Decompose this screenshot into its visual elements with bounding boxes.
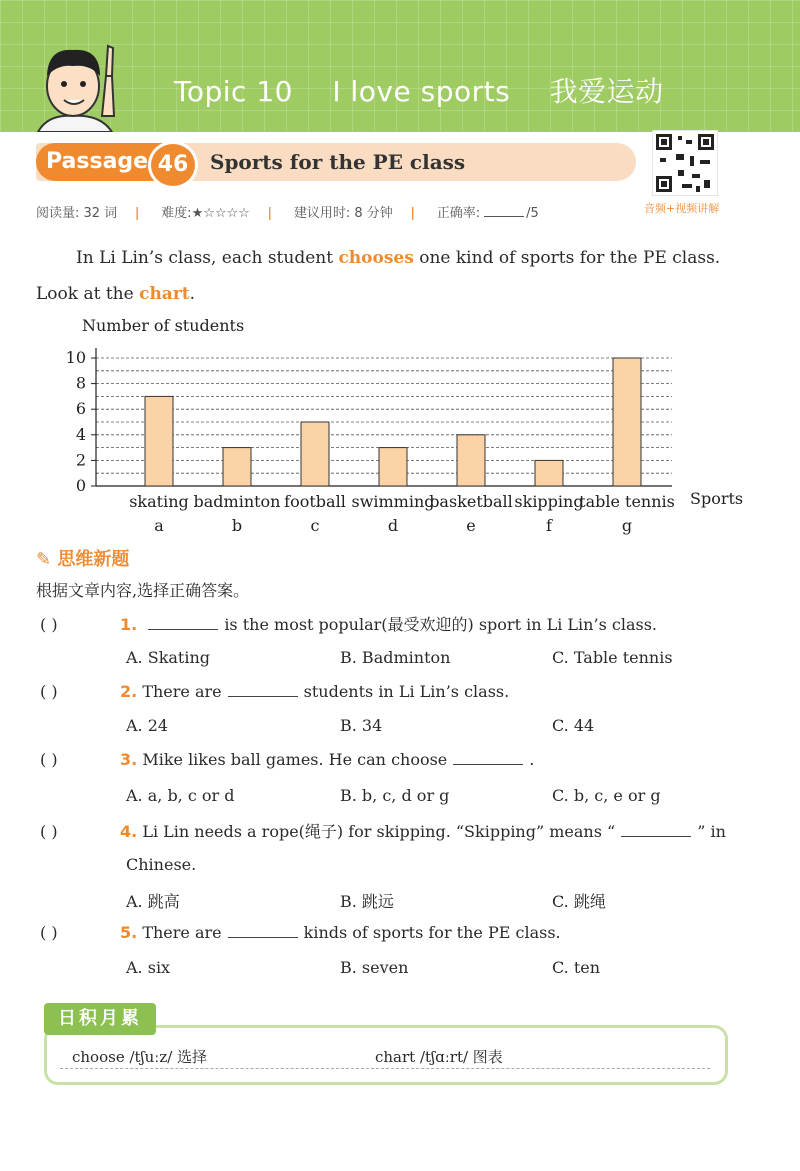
x-tick-letter: b <box>231 516 243 535</box>
accuracy-total: /5 <box>526 206 539 221</box>
passage-text-part: one kind of sports for the PE class. Look at the <box>36 248 721 304</box>
answer-blank[interactable] <box>453 764 523 765</box>
option-c: C. b, c, e or g <box>552 786 661 805</box>
difficulty-label: 难度: <box>161 206 192 221</box>
reading-info: 阅读量: 32 词 ǀ 难度:★☆☆☆☆ ǀ 建议用时: 8 分钟 ǀ 正确率: /5 <box>36 206 539 221</box>
question-text: Mike likes ball games. He can choose <box>142 750 448 769</box>
keyword-chooses: chooses <box>338 248 414 268</box>
option-c: C. 44 <box>552 716 595 735</box>
y-tick-label: 2 <box>75 450 86 470</box>
answer-blank[interactable] <box>228 937 298 938</box>
passage-number: 46 <box>148 141 198 189</box>
bar-skating <box>145 396 173 486</box>
answer-blank[interactable] <box>148 629 218 630</box>
option-a: A. 跳高 <box>126 892 180 911</box>
passage-title: Sports for the PE class <box>210 150 466 174</box>
option-a: A. 24 <box>126 716 169 735</box>
word-count: 阅读量: 32 词 <box>36 206 118 221</box>
section-title: ✎ 思维新题 <box>36 549 130 570</box>
x-axis-title: Sports <box>690 489 744 508</box>
bar-badminton <box>223 448 251 486</box>
x-tick-label: skipping <box>514 492 584 511</box>
option-b: B. 跳远 <box>340 892 394 911</box>
question-text: students in Li Lin’s class. <box>303 682 510 701</box>
sports-bar-chart <box>60 312 760 537</box>
x-tick-label: table tennis <box>579 492 675 511</box>
x-tick-label: skating <box>129 492 189 511</box>
x-tick-letter: e <box>466 516 476 535</box>
option-b: B. b, c, d or g <box>340 786 450 805</box>
answer-paren[interactable]: ( ) <box>40 923 58 942</box>
x-tick-letter: g <box>621 516 633 535</box>
bar-skipping <box>535 460 563 486</box>
bar-football <box>301 422 329 486</box>
bar-basketball <box>457 435 485 486</box>
topic-title-cn: 我爱运动 <box>549 75 664 108</box>
option-c: C. ten <box>552 958 601 977</box>
accuracy-blank[interactable] <box>484 216 524 217</box>
question-text: kinds of sports for the PE class. <box>303 923 561 942</box>
question-3 <box>40 750 534 769</box>
question-text: is the most popular(最受欢迎的) sport in Li Lin’s class. <box>224 615 657 634</box>
difficulty-stars-icon: ★☆☆☆☆ <box>191 206 250 221</box>
accuracy-label: 正确率: <box>436 206 481 221</box>
y-tick-label: 8 <box>75 373 86 393</box>
x-tick-label: badminton <box>193 492 281 511</box>
y-tick-label: 0 <box>75 476 86 495</box>
passage-label: Passage <box>36 143 186 181</box>
question-number: 2. <box>120 682 138 701</box>
option-b: B. Badminton <box>340 648 451 667</box>
answer-paren[interactable]: ( ) <box>40 822 58 841</box>
passage-text <box>36 240 726 312</box>
option-a: A. a, b, c or d <box>126 786 235 805</box>
answer-paren[interactable]: ( ) <box>40 750 58 769</box>
question-4-continued: Chinese. <box>126 855 197 874</box>
question-4 <box>40 819 726 842</box>
x-tick-label: swimming <box>351 492 435 511</box>
option-c: C. Table tennis <box>552 648 673 667</box>
bar-swimming <box>379 448 407 486</box>
vocab-choose: choose /tʃuːz/ 选择 <box>72 1048 208 1066</box>
y-axis-title: Number of students <box>82 316 245 335</box>
question-number: 3. <box>120 750 138 769</box>
x-tick-letter: a <box>154 516 164 535</box>
answer-blank[interactable] <box>228 696 298 697</box>
option-a: A. Skating <box>126 648 211 667</box>
section-title-text: 思维新题 <box>57 549 130 570</box>
vocabulary-title: 日积月累 <box>44 1003 156 1035</box>
question-5 <box>40 923 561 942</box>
option-b: B. 34 <box>340 716 383 735</box>
qr-code-icon[interactable] <box>652 130 718 196</box>
boy-mascot-icon <box>28 36 128 132</box>
question-1 <box>40 612 657 635</box>
question-number: 4. <box>120 822 138 841</box>
instruction: 根据文章内容,选择正确答案。 <box>36 581 250 600</box>
y-tick-label: 6 <box>75 399 86 419</box>
topic-title-en: I love sports <box>332 75 511 108</box>
topic-title <box>174 70 664 110</box>
option-b: B. seven <box>340 958 409 977</box>
qr-caption: 音频+视频讲解 <box>644 202 720 215</box>
answer-paren[interactable]: ( ) <box>40 615 58 634</box>
passage-text-part: . <box>189 284 196 304</box>
x-tick-label: football <box>284 492 346 511</box>
answer-blank[interactable] <box>621 836 691 837</box>
question-number: 5. <box>120 923 138 942</box>
question-2 <box>40 682 509 701</box>
question-text: Li Lin needs a rope(绳子) for skipping. “Skipping” means “ <box>142 822 616 841</box>
x-tick-label: basketball <box>429 492 513 511</box>
y-tick-label: 10 <box>65 348 86 367</box>
x-tick-letter: f <box>546 516 552 535</box>
option-c: C. 跳绳 <box>552 892 606 911</box>
vocab-divider <box>60 1068 710 1069</box>
question-text: There are <box>142 923 222 942</box>
vocab-chart: chart /tʃɑːrt/ 图表 <box>375 1048 503 1066</box>
answer-paren[interactable]: ( ) <box>40 682 58 701</box>
option-a: A. six <box>126 958 171 977</box>
suggested-time: 建议用时: 8 分钟 <box>293 206 393 221</box>
question-text: There are <box>142 682 222 701</box>
passage-text-part: In Li Lin’s class, each student <box>76 248 339 268</box>
question-text: . <box>529 750 535 769</box>
x-tick-letter: d <box>387 516 399 535</box>
keyword-chart: chart <box>139 284 190 304</box>
x-tick-letter: c <box>310 516 320 535</box>
topic-header <box>0 0 800 132</box>
y-tick-label: 4 <box>75 424 86 444</box>
bar-table-tennis <box>613 358 641 486</box>
question-text: ” in <box>697 822 726 841</box>
topic-number: Topic 10 <box>174 75 293 108</box>
question-number: 1. <box>120 615 138 634</box>
